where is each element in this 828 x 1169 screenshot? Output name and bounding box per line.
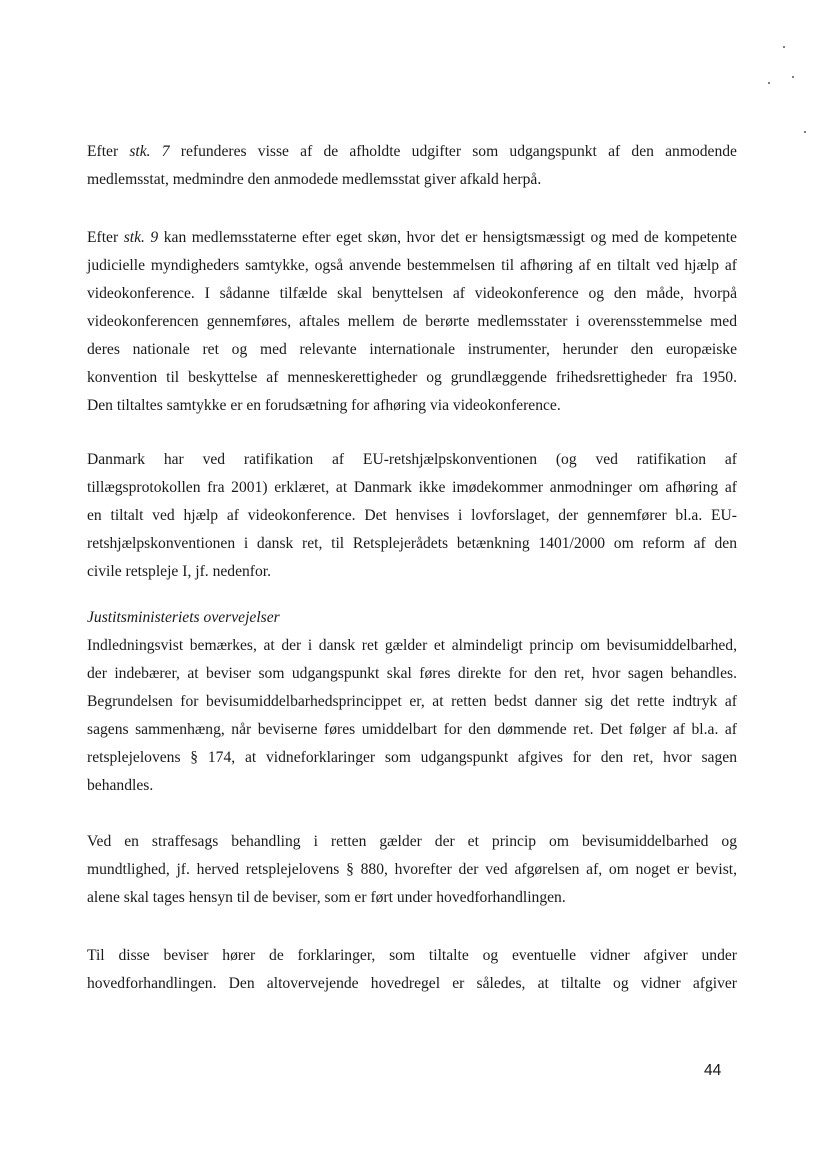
text-line: Begrundelsen for bevisumiddelbarhedsprincippet er, at retten bedst danner sig det rette indtryk af	[87, 693, 737, 710]
text-line: retsplejelovens § 174, at vidneforklaringer som udgangspunkt afgives for den ret, hvor sagen	[87, 749, 737, 766]
text-line: retshjælpskonventionen i dansk ret, til Retsplejerådets betænkning 1401/2000 om reform af den	[87, 535, 737, 552]
text-line: hovedforhandlingen. Den altovervejende hovedregel er således, at tiltalte og vidner afgiver	[87, 975, 737, 992]
paragraph-stk9	[87, 224, 737, 420]
text-line: videokonferencen gennemføres, aftales mellem de berørte medlemsstater i overensstemmelse med	[87, 313, 737, 330]
paragraph-overvejelser	[87, 604, 737, 800]
text-line: der indebærer, at beviser som udgangspunkt skal føres direkte for den ret, hvor sagen behandles.	[87, 665, 737, 682]
text-line: tillægsprotokollen fra 2001) erklæret, at Danmark ikke imødekommer anmodninger om afhøring af	[87, 479, 737, 496]
paragraph-beviser	[87, 942, 737, 998]
paragraph-straffesag	[87, 828, 737, 912]
text-line: deres nationale ret og med relevante internationale instrumenter, herunder den europæiske	[87, 341, 737, 358]
scan-speck	[804, 131, 806, 133]
scan-speck	[783, 46, 785, 48]
paragraph-stk7	[87, 138, 737, 194]
text-line: videokonference. I sådanne tilfælde skal benyttelsen af videokonference og den måde, hvorpå	[87, 285, 737, 302]
text-line: Ved en straffesags behandling i retten gælder der et princip om bevisumiddelbarhed og	[87, 833, 737, 850]
scan-speck	[792, 76, 794, 78]
section-heading: Justitsministeriets overvejelser	[87, 609, 280, 626]
text-line: en tiltalt ved hjælp af videokonference. Det henvises i lovforslaget, der gennemfører bl.a. EU-	[87, 507, 737, 524]
text-line: Efter stk. 7 refunderes visse af de afholdte udgifter som udgangspunkt af den anmodende	[87, 143, 737, 160]
text-line: Danmark har ved ratifikation af EU-retshjælpskonventionen (og ved ratifikation af	[87, 451, 737, 468]
text-line: Til disse beviser hører de forklaringer, som tiltalte og eventuelle vidner afgiver under	[87, 947, 737, 964]
text-line: medlemsstat, medmindre den anmodede medlemsstat giver afkald herpå.	[87, 171, 542, 188]
text-line: Efter stk. 9 kan medlemsstaterne efter eget skøn, hvor det er hensigtsmæssigt og med de kompetente	[87, 229, 737, 246]
text-line: Indledningsvist bemærkes, at der i dansk ret gælder et almindeligt princip om bevisumiddelbarhed,	[87, 637, 737, 654]
paragraph-danmark	[87, 446, 737, 586]
scan-speck	[768, 82, 770, 84]
text-line: behandles.	[87, 777, 154, 794]
text-line: mundtlighed, jf. herved retsplejelovens § 880, hvorefter der ved afgørelsen af, om noget er bevist,	[87, 861, 737, 878]
text-line: judicielle myndigheders samtykke, også anvende bestemmelsen til afhøring af en tiltalt ved hjælp af	[87, 257, 737, 274]
text-line: sagens sammenhæng, når beviserne føres umiddelbart for den dømmende ret. Det følger af bl.a. af	[87, 721, 737, 738]
text-line: alene skal tages hensyn til de beviser, som er ført under hovedforhandlingen.	[87, 889, 566, 906]
text-line: Den tiltaltes samtykke er en forudsætning for afhøring via videokonference.	[87, 397, 561, 414]
text-line: konvention til beskyttelse af menneskerettigheder og grundlæggende frihedsrettigheder fra 1950.	[87, 369, 737, 386]
text-line: civile retspleje I, jf. nedenfor.	[87, 563, 272, 580]
page-number: 44	[704, 1062, 722, 1079]
